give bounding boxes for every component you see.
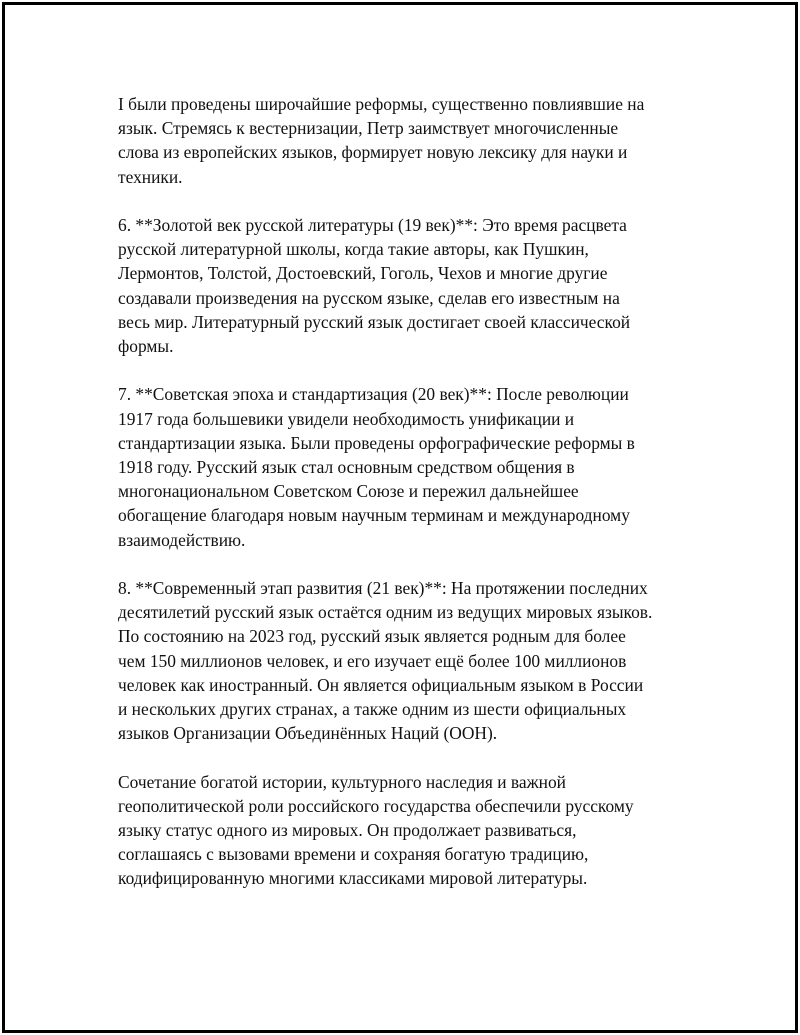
document-body xyxy=(118,92,698,915)
paragraph-peter-reforms: I были проведены широчайшие реформы, существенно повлиявшие на язык. Стремясь к вестернизации, Петр заимствует многочисленные слова из европейских языков, формирует новую лексику для науки и техники. xyxy=(118,94,645,187)
paragraph-modern-stage: 8. **Современный этап развития (21 век)**: На протяжении последних десятилетий русский язык остаётся одним из ведущих мировых языков. По состоянию на 2023 год, русский язык является родным для более чем 150 миллионов человек, и его изучает ещё более 100 миллионов человек как иностранный. Он является официальным языком в России и нескольких других странах, а также одним из шести официальных языков Организации Объединённых Наций (ООН). xyxy=(118,578,653,744)
paragraph-soviet-era: 7. **Советская эпоха и стандартизация (20 век)**: После революции 1917 года большевики увидели необходимость унификации и стандартизации языка. Были проведены орфографические реформы в 1918 году. Русский язык стал основным средством общения в многонациональном Советском Союзе и пережил дальнейшее обогащение благодаря новым научным терминам и международному взаимодействию. xyxy=(118,384,635,550)
paragraph-golden-age: 6. **Золотой век русской литературы (19 век)**: Это время расцвета русской литературной школы, когда такие авторы, как Пушкин, Лермонтов, Толстой, Достоевский, Гоголь, Чехов и многие другие создавали произведения на русском языке, сделав его известным на весь мир. Литературный русский язык достигает своей классической формы. xyxy=(118,215,631,357)
paragraph-conclusion: Сочетание богатой истории, культурного наследия и важной геополитической роли российского государства обеспечили русскому языку статус одного из мировых. Он продолжает развиваться, соглашаясь с вызовами времени и сохраняя богатую традицию, кодифицированную многими классиками мировой литературы. xyxy=(118,771,634,889)
